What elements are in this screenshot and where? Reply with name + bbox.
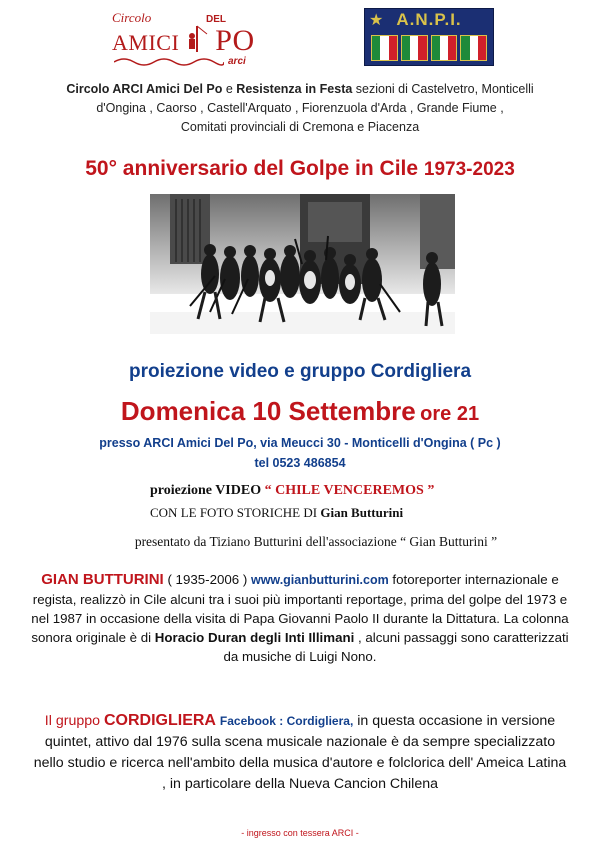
headline	[0, 157, 600, 181]
intro-and: e	[225, 82, 233, 96]
river-wave-icon	[114, 56, 224, 66]
italian-flag-icon	[401, 35, 428, 61]
footer-note: - ingresso con tessera ARCI -	[241, 828, 359, 838]
video-title: “ CHILE VENCEREMOS ”	[264, 483, 435, 498]
headline-text: 50° anniversario del Golpe in Cile	[85, 157, 419, 180]
intro-line-2: d'Ongina , Caorso , Castell'Arquato , Fiorenzuola d'Arda , Grande Fiume ,	[96, 101, 504, 115]
logo-arci-label: arci	[228, 56, 246, 67]
anpi-logo	[364, 8, 494, 66]
event-address: presso ARCI Amici Del Po, via Meucci 30 - Monticelli d'Ongina ( Pc )	[99, 436, 501, 450]
intro-line-1	[0, 80, 600, 99]
headline-years: 1973-2023	[423, 159, 515, 180]
logo-amici-text: AMICI	[112, 30, 180, 55]
video-label: proiezione VIDEO	[150, 483, 262, 498]
intro-sections: sezioni di Castelvetro, Monticelli	[355, 82, 534, 96]
anpi-text: A.N.P.I.	[396, 10, 462, 29]
bio-music-author: Horacio Duran degli Inti Illimani	[154, 630, 355, 645]
fisherman-icon	[185, 24, 209, 54]
logo-del-label: DEL	[206, 14, 226, 25]
logo-wordmark	[112, 24, 255, 58]
anpi-flags	[371, 35, 487, 61]
bio-paragraph	[30, 570, 570, 666]
video-presenter: presentato da Tiziano Butturini dell'associazione “ Gian Butturini ”	[134, 534, 498, 549]
program-line: proiezione video e gruppo Cordigliera	[128, 361, 472, 382]
bio-text-2: , alcuni passaggi sono caratterizzati da musiche di Luigi Nono.	[223, 630, 569, 664]
video-subtitle-prefix: CON LE FOTO STORICHE DI	[150, 505, 318, 520]
italian-flag-icon	[431, 35, 458, 61]
intro-org: Circolo ARCI Amici Del Po	[66, 82, 223, 96]
bio-text-1: fotoreporter internazionale e regista, realizzò in Cile alcuni tra i suoi più importanti reportage, prima del golpe del 1973 e nel 1987 in occasione della visita di Papa Giovanni Paolo II durante la Dittatura. La colonna sonora originale è di	[31, 572, 569, 645]
video-subtitle-name: Gian Butturini	[320, 505, 404, 520]
group-prefix: Il gruppo	[44, 713, 101, 729]
event-phone: tel 0523 486854	[254, 456, 346, 470]
group-paragraph	[30, 710, 570, 795]
event-time: ore 21	[420, 403, 480, 425]
intro-resistenza: Resistenza in Festa	[236, 82, 353, 96]
video-subtitle-line	[150, 505, 403, 521]
logo-po-text: PO	[215, 24, 255, 57]
organizers-intro	[0, 80, 600, 137]
logo-circolo-label: Circolo	[112, 10, 152, 25]
italian-flag-icon	[460, 35, 487, 61]
bio-name: GIAN BUTTURINI	[41, 571, 164, 588]
group-facebook-link[interactable]: Facebook : Cordigliera,	[219, 714, 354, 728]
video-title-line	[150, 483, 434, 499]
event-date: Domenica 10 Settembre	[120, 396, 416, 426]
group-text: in questa occasione in versione quintet, attivo dal 1976 sulla scena musicale nazionale è da sempre specializzato nello studio e ricerca nell'ambito della musica d'autore e folclorica dell' Ameica Latina , in particolare della Nueva Cancion Chilena	[33, 713, 567, 792]
bio-years: ( 1935-2006 )	[167, 572, 248, 587]
italian-flag-icon	[371, 35, 398, 61]
star-icon: ★	[369, 10, 384, 29]
intro-line-3: Comitati provinciali di Cremona e Piacenza	[180, 120, 420, 134]
event-date-line	[0, 396, 600, 427]
circolo-amici-del-po-logo	[110, 8, 270, 72]
event-location	[0, 433, 600, 473]
bio-website-link[interactable]: www.gianbutturini.com	[250, 573, 389, 587]
historical-photo	[150, 194, 455, 334]
group-name: CORDIGLIERA	[103, 712, 216, 729]
